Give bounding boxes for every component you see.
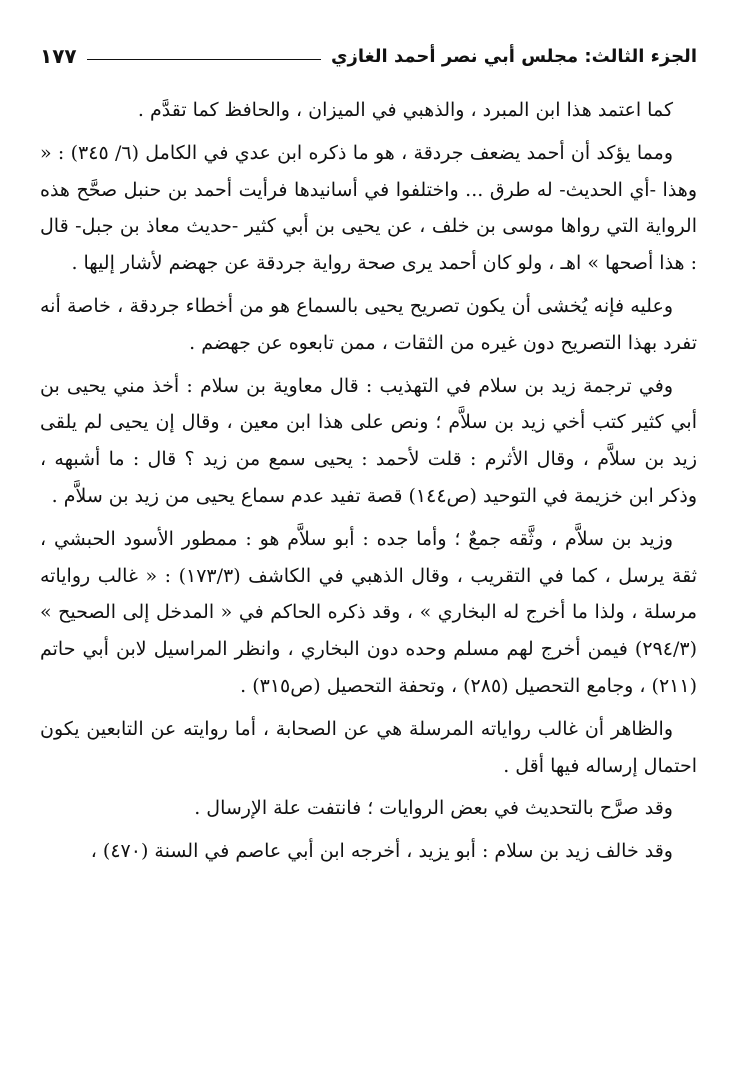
running-header	[40, 38, 697, 74]
paragraph: ومما يؤكد أن أحمد يضعف جردقة ، هو ما ذكره ابن عدي في الكامل (٦/ ٣٤٥) : « وهذا -أي الحديث- له طرق ... واختلفوا في أسانيدها فرأيت أحمد بن حنبل صحَّح هذه الرواية التي رواها موسى بن خلف ، عن يحيى بن أبي كثير -حديث معاذ بن جبل- قال : هذا أصحها » اهـ ، ولو كان أحمد يرى صحة رواية جردقة عن جهضم لأشار إليها .	[40, 141, 697, 275]
body-text	[40, 92, 697, 870]
paragraph: كما اعتمد هذا ابن المبرد ، والذهبي في الميزان ، والحافظ كما تقدَّم .	[137, 99, 673, 121]
header-rule	[87, 59, 321, 60]
page-number: ١٧٧	[40, 44, 77, 68]
paragraph: وزيد بن سلاَّم ، وثَّقه جمعٌ ؛ وأما جده : أبو سلاَّم هو : ممطور الأسود الحبشي ، ثقة يرسل ، كما في التقريب ، وقال الذهبي في الكاشف (١٧٣/٣) : « غالب رواياته مرسلة ، ولذا ما أخرج له البخاري » ، وقد ذكره الحاكم في « المدخل إلى الصحيح » (٢٩٤/٣) فيمن أخرج لهم مسلم وحده دون البخاري ، وانظر المراسيل لابن أبي حاتم (٢١١) ، وجامع التحصيل (٢٨٥) ، وتحفة التحصيل (ص٣١٥) .	[40, 527, 697, 697]
paragraph: وعليه فإنه يُخشى أن يكون تصريح يحيى بالسماع هو من أخطاء جردقة ، خاصة أنه تفرد بهذا التصريح دون غيره من الثقات ، ممن تابعوه عن جهضم .	[40, 294, 697, 354]
paragraph: وقد صرَّح بالتحديث في بعض الروايات ؛ فانتفت علة الإرسال .	[194, 797, 673, 820]
paragraph: والظاهر أن غالب رواياته المرسلة هي عن الصحابة ، أما روايته عن التابعين يكون احتمال إرساله فيها أقل .	[40, 717, 697, 777]
header-title: الجزء الثالث: مجلس أبي نصر أحمد الغازي	[330, 45, 697, 67]
paragraph: وقد خالف زيد بن سلام : أبو يزيد ، أخرجه ابن أبي عاصم في السنة (٤٧٠) ،	[90, 840, 673, 863]
paragraph: وفي ترجمة زيد بن سلام في التهذيب : قال معاوية بن سلام : أخذ مني يحيى بن أبي كثير كتب أخي زيد بن سلاَّم ؛ ونص على هذا ابن معين ، وقال إن يحيى لم يلقى زيد بن سلاَّم ، وقال الأثرم : قلت لأحمد : يحيى سمع من زيد ؟ قال : ما أشبهه ، وذكر ابن خزيمة في التوحيد (ص١٤٤) قصة تفيد عدم سماع يحيى من زيد بن سلاَّم .	[40, 374, 697, 507]
